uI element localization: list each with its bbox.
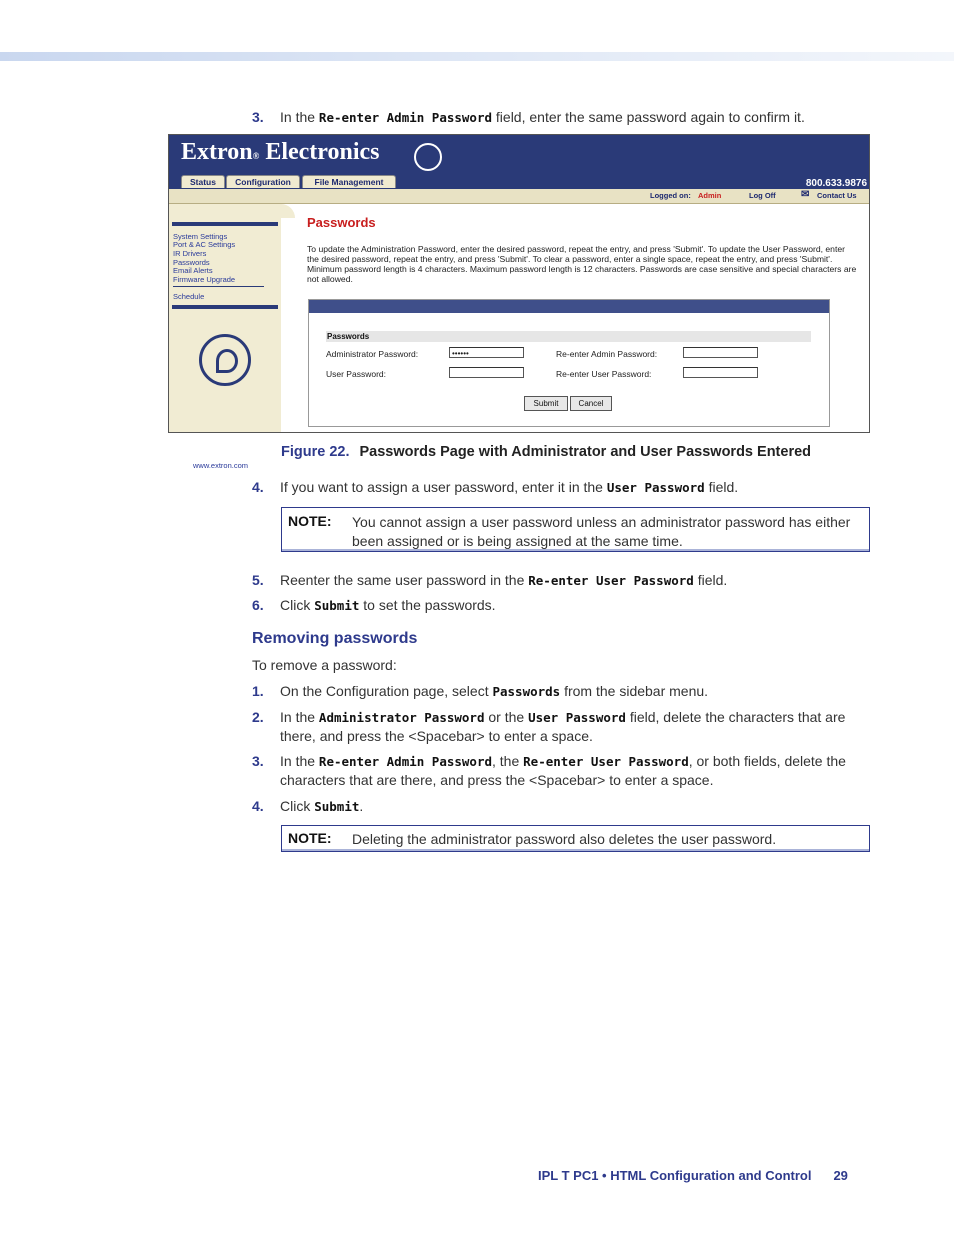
text: Click xyxy=(280,798,315,814)
note-label: NOTE: xyxy=(288,830,332,846)
user-password-field[interactable] xyxy=(449,367,524,378)
form-title-bar xyxy=(309,300,829,313)
log-off-link[interactable]: Log Off xyxy=(749,191,776,200)
sidebar-item-email-alerts[interactable]: Email Alerts xyxy=(173,266,213,275)
text: , the xyxy=(492,753,524,769)
step-text xyxy=(280,682,870,701)
field-name: Submit xyxy=(314,598,360,613)
text: . xyxy=(359,798,364,814)
info-bar xyxy=(169,189,869,204)
step-number: 4. xyxy=(252,798,264,814)
step-text xyxy=(280,478,870,497)
field-name: User Password xyxy=(606,480,705,495)
reenter-user-password-field[interactable] xyxy=(683,367,758,378)
step-text xyxy=(280,108,870,127)
figure-label: Figure 22. xyxy=(281,444,350,460)
tab-status[interactable]: Status xyxy=(181,175,225,188)
page-number: 29 xyxy=(833,1168,848,1183)
step-number: 6. xyxy=(252,597,264,613)
tab-file-management[interactable]: File Management xyxy=(302,175,396,188)
reenter-admin-password-label: Re-enter Admin Password: xyxy=(556,349,658,359)
page-footer xyxy=(538,1168,848,1183)
note-box xyxy=(281,507,870,552)
step-number: 2. xyxy=(252,709,264,725)
step-text xyxy=(280,797,870,816)
text: field. xyxy=(693,572,728,588)
step-text xyxy=(280,752,870,790)
extron-banner xyxy=(169,135,869,189)
step-number: 3. xyxy=(252,753,264,769)
logo-text: Extron xyxy=(181,139,253,165)
sidebar-item-firmware-upgrade[interactable]: Firmware Upgrade xyxy=(173,275,236,284)
page-title: Passwords xyxy=(307,215,376,230)
field-name: Re-enter Admin Password xyxy=(318,110,493,125)
step-text xyxy=(280,596,870,615)
step-number: 5. xyxy=(252,572,264,588)
text: from the sidebar menu. xyxy=(560,683,709,699)
text: field. xyxy=(704,479,739,495)
field-name: Administrator Password xyxy=(318,710,485,725)
field-name: Passwords xyxy=(492,684,561,699)
sidebar-item-passwords[interactable]: Passwords xyxy=(173,258,210,267)
text: On the Configuration page, select xyxy=(280,683,493,699)
step-text xyxy=(280,571,870,590)
sidebar-corner xyxy=(281,204,295,218)
sidebar-item-system-settings[interactable]: System Settings xyxy=(173,232,228,241)
phone-number: 800.633.9876 xyxy=(805,178,867,189)
logo-text-2: Electronics xyxy=(259,139,380,165)
field-name: User Password xyxy=(528,710,626,725)
text: Reenter the same user password in the xyxy=(280,572,529,588)
note-label: NOTE: xyxy=(288,513,332,529)
text: If you want to assign a user password, enter it in the xyxy=(280,479,607,495)
field-name: Submit xyxy=(314,799,360,814)
figure-title: Passwords Page with Administrator and User Passwords Entered xyxy=(359,444,812,460)
step-text xyxy=(280,708,870,746)
text: field, delete the characters that are there, and press the <Spacebar> to enter a space. xyxy=(280,709,846,744)
page-description: To update the Administration Password, enter the desired password, repeat the entry, and press 'Submit'. To update the User Password, enter the desired password, repeat the entry, and press 'Submit'. To clear a password, enter a single space, repeat the entry, and press 'Submit'. Minimum password length is 4 characters. Maximum password length is 12 characters. Passwords are case sensitive and special characters are not allowed. xyxy=(307,244,857,284)
step-number: 4. xyxy=(252,479,264,495)
logo-reg: ® xyxy=(252,151,260,161)
text: , or both fields, delete the characters that are there, and press the <Spacebar> to enter a space. xyxy=(280,753,846,788)
field-name: Re-enter User Password xyxy=(528,573,694,588)
field-name: Re-enter Admin Password xyxy=(318,754,493,769)
sidebar-item-port-ac-settings[interactable]: Port & AC Settings xyxy=(173,240,236,249)
admin-password-label: Administrator Password: xyxy=(326,349,419,359)
logged-on-label: Logged on: xyxy=(650,191,691,200)
reenter-user-password-label: Re-enter User Password: xyxy=(556,369,652,379)
section-heading: Removing passwords xyxy=(252,630,418,647)
text: or the xyxy=(484,709,529,725)
tab-configuration[interactable]: Configuration xyxy=(226,175,300,188)
envelope-icon: ✉ xyxy=(801,189,810,200)
text: to set the passwords. xyxy=(359,597,496,613)
text: field, enter the same password again to confirm it. xyxy=(492,109,805,125)
admin-password-field[interactable]: •••••• xyxy=(449,347,524,358)
header-rule xyxy=(0,52,954,61)
service-support-seal-icon xyxy=(199,334,251,386)
sidebar-item-schedule[interactable]: Schedule xyxy=(173,292,205,301)
reenter-admin-password-field[interactable] xyxy=(683,347,758,358)
submit-button[interactable]: Submit xyxy=(524,396,568,411)
sidebar-item-ir-drivers[interactable]: IR Drivers xyxy=(173,249,207,258)
sidebar-divider xyxy=(172,222,278,226)
field-name: Re-enter User Password xyxy=(523,754,689,769)
extron-logo xyxy=(181,139,380,166)
text: In the xyxy=(280,753,319,769)
extron-swirl-icon xyxy=(414,143,442,171)
note-text: You cannot assign a user password unless an administrator password has either been assigned or is being assigned at the same time. xyxy=(352,514,851,549)
step-number: 1. xyxy=(252,683,264,699)
text: In the xyxy=(280,709,319,725)
text: Click xyxy=(280,597,315,613)
figure-caption xyxy=(281,444,811,460)
cancel-button[interactable]: Cancel xyxy=(570,396,612,411)
note-text: Deleting the administrator password also deletes the user password. xyxy=(352,831,777,847)
contact-us-link[interactable]: Contact Us xyxy=(817,191,857,200)
website-link[interactable]: www.extron.com xyxy=(193,461,249,470)
user-password-label: User Password: xyxy=(326,369,386,379)
text: In the xyxy=(280,109,319,125)
intro-text: To remove a password: xyxy=(252,657,397,673)
sidebar xyxy=(169,204,281,470)
sidebar-separator xyxy=(173,286,264,287)
step-number: 3. xyxy=(252,109,264,125)
footer-title: IPL T PC1 • HTML Configuration and Control xyxy=(538,1168,812,1183)
note-box xyxy=(281,825,870,852)
sidebar-divider xyxy=(172,305,278,309)
logged-on-user: Admin xyxy=(698,191,722,200)
form-header: Passwords xyxy=(326,331,811,342)
password-form xyxy=(308,299,830,427)
